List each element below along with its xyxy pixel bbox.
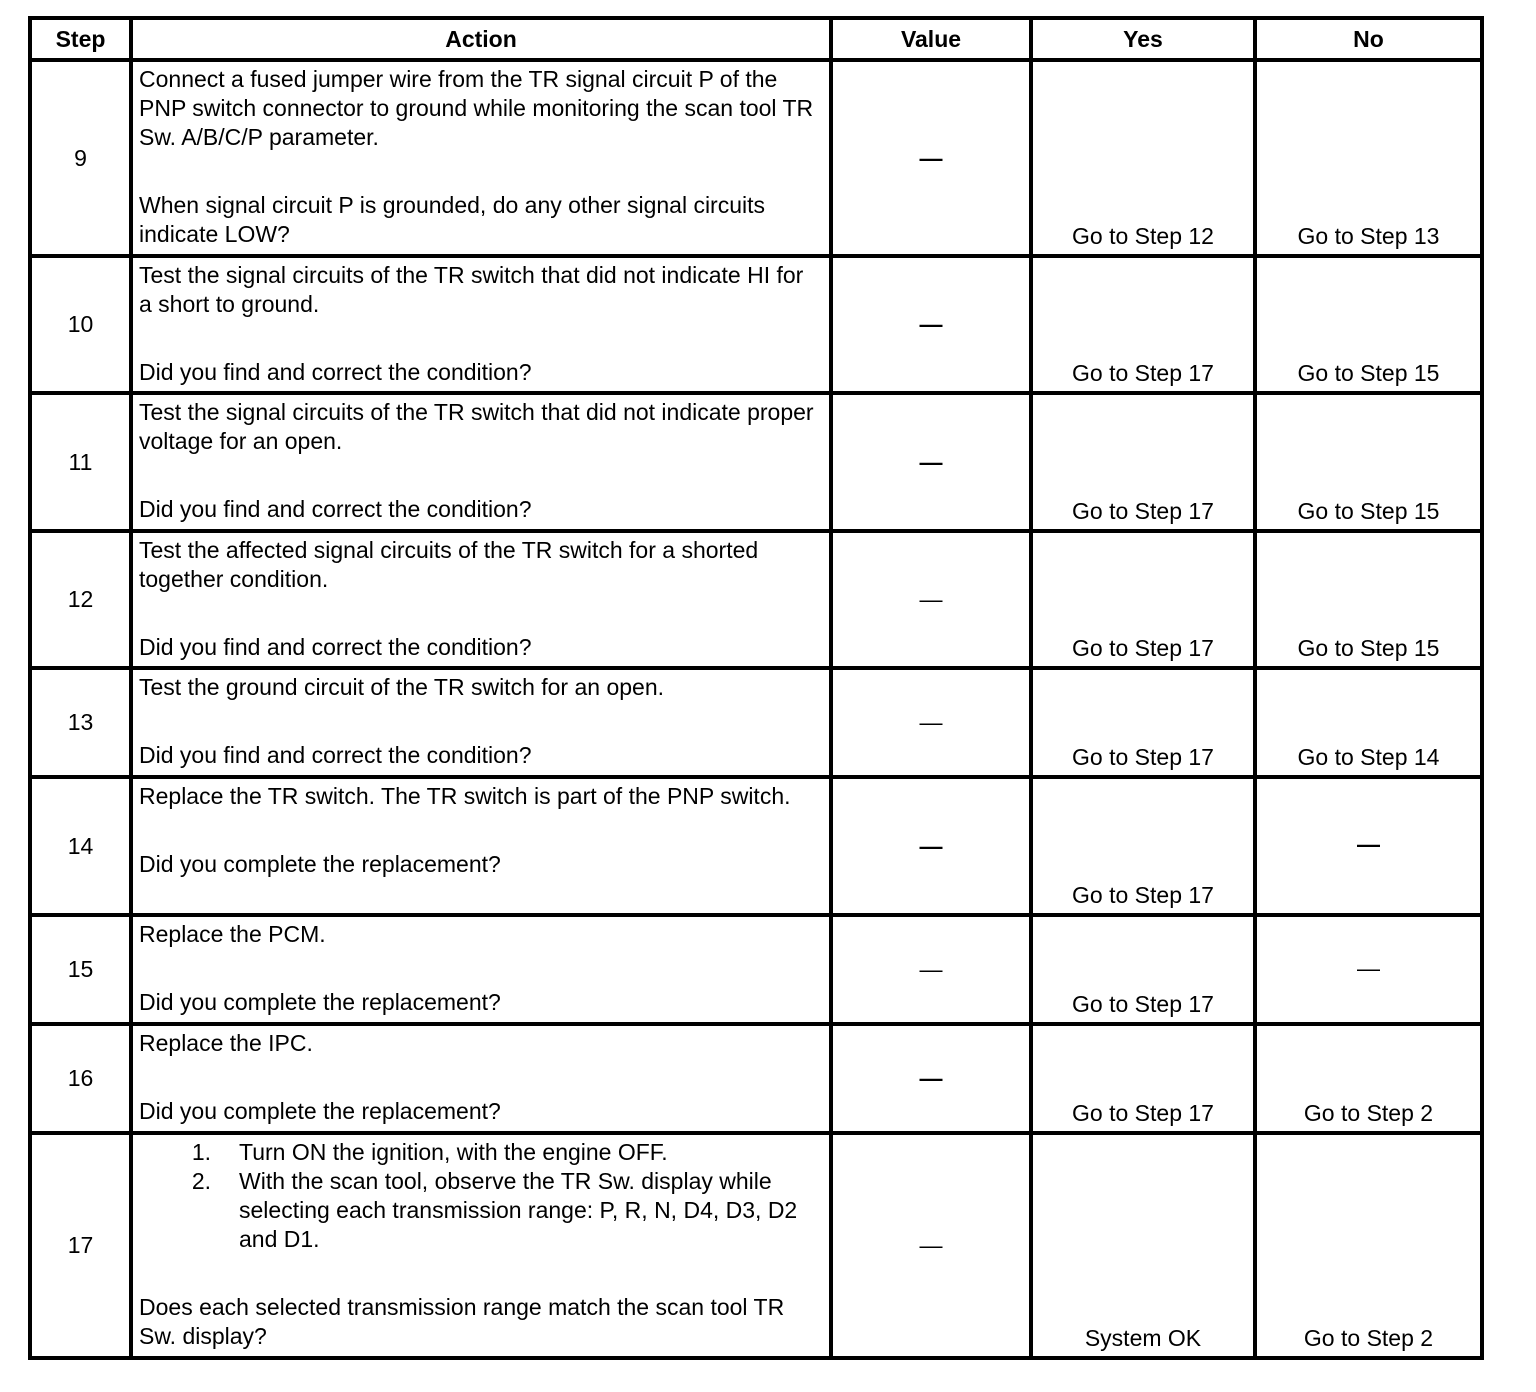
table-row [30,393,1482,531]
yes-outcome: Go to Step 17 [1031,256,1255,393]
substep-item [139,1167,821,1254]
step-number: 13 [30,668,131,777]
no-outcome: Go to Step 13 [1255,60,1482,256]
action-cell [131,668,831,777]
action-question: Did you find and correct the condition? [139,359,532,385]
yes-outcome: Go to Step 17 [1031,915,1255,1024]
substep-list [139,1138,821,1254]
table-row [30,60,1482,256]
substep-text: With the scan tool, observe the TR Sw. display while selecting each transmission range: P, R, N, D4, D3, D2 and D1. [239,1168,798,1252]
table-row [30,256,1482,393]
action-instruction: Connect a fused jumper wire from the TR signal circuit P of the PNP switch connector to ground while monitoring the scan tool TR Sw. A/B/C/P parameter. [139,66,814,150]
value-cell: — [831,1024,1031,1133]
table-row [30,1024,1482,1133]
action-cell [131,256,831,393]
action-cell [131,1024,831,1133]
value-cell: — [831,393,1031,531]
step-number: 17 [30,1133,131,1358]
yes-outcome: System OK [1031,1133,1255,1358]
header-no: No [1255,18,1482,60]
no-outcome: Go to Step 2 [1255,1024,1482,1133]
header-value: Value [831,18,1031,60]
yes-outcome: Go to Step 12 [1031,60,1255,256]
no-outcome: Go to Step 15 [1255,531,1482,668]
action-question: Did you find and correct the condition? [139,742,532,768]
substep-number: 2. [191,1168,211,1194]
yes-outcome: Go to Step 17 [1031,1024,1255,1133]
step-number: 11 [30,393,131,531]
value-cell: — [831,777,1031,915]
step-number: 14 [30,777,131,915]
value-cell: — [831,1133,1031,1358]
action-cell [131,60,831,256]
action-cell [131,777,831,915]
action-instruction: Replace the TR switch. The TR switch is part of the PNP switch. [139,783,791,809]
yes-outcome: Go to Step 17 [1031,777,1255,915]
diagnostic-table [28,16,1484,1360]
action-cell [131,393,831,531]
action-instruction: Test the affected signal circuits of the TR switch for a shorted together condition. [139,537,759,592]
substep-number: 1. [191,1139,211,1165]
action-question: Did you complete the replacement? [139,989,501,1015]
step-number: 16 [30,1024,131,1133]
action-question: Did you complete the replacement? [139,851,501,877]
action-instruction: Replace the IPC. [139,1030,313,1056]
table-row [30,777,1482,915]
action-question: Did you complete the replacement? [139,1098,501,1124]
no-outcome: — [1255,777,1482,915]
table-row [30,1133,1482,1358]
action-cell [131,531,831,668]
no-outcome: — [1255,915,1482,1024]
action-instruction: Test the signal circuits of the TR switch that did not indicate proper voltage for an open. [139,399,814,454]
action-question: Does each selected transmission range match the scan tool TR Sw. display? [139,1294,785,1349]
step-number: 15 [30,915,131,1024]
yes-outcome: Go to Step 17 [1031,668,1255,777]
value-cell: — [831,531,1031,668]
action-instruction: Test the ground circuit of the TR switch for an open. [139,674,665,700]
step-number: 9 [30,60,131,256]
substep-item [139,1138,821,1167]
no-outcome: Go to Step 14 [1255,668,1482,777]
action-question: Did you find and correct the condition? [139,634,532,660]
value-cell: — [831,256,1031,393]
action-instruction: Replace the PCM. [139,921,326,947]
yes-outcome: Go to Step 17 [1031,531,1255,668]
yes-outcome: Go to Step 17 [1031,393,1255,531]
value-cell: — [831,668,1031,777]
action-instruction: Test the signal circuits of the TR switch that did not indicate HI for a short to ground. [139,262,804,317]
step-number: 10 [30,256,131,393]
table-row [30,915,1482,1024]
action-question: Did you find and correct the condition? [139,496,532,522]
action-cell [131,1133,831,1358]
step-number: 12 [30,531,131,668]
header-action: Action [131,18,831,60]
substep-text: Turn ON the ignition, with the engine OFF. [239,1139,668,1165]
action-cell [131,915,831,1024]
no-outcome: Go to Step 15 [1255,256,1482,393]
header-step: Step [30,18,131,60]
header-row [30,18,1482,60]
no-outcome: Go to Step 15 [1255,393,1482,531]
action-question: When signal circuit P is grounded, do any other signal circuits indicate LOW? [139,192,766,247]
value-cell: — [831,915,1031,1024]
table-row [30,531,1482,668]
header-yes: Yes [1031,18,1255,60]
no-outcome: Go to Step 2 [1255,1133,1482,1358]
table-row [30,668,1482,777]
value-cell: — [831,60,1031,256]
